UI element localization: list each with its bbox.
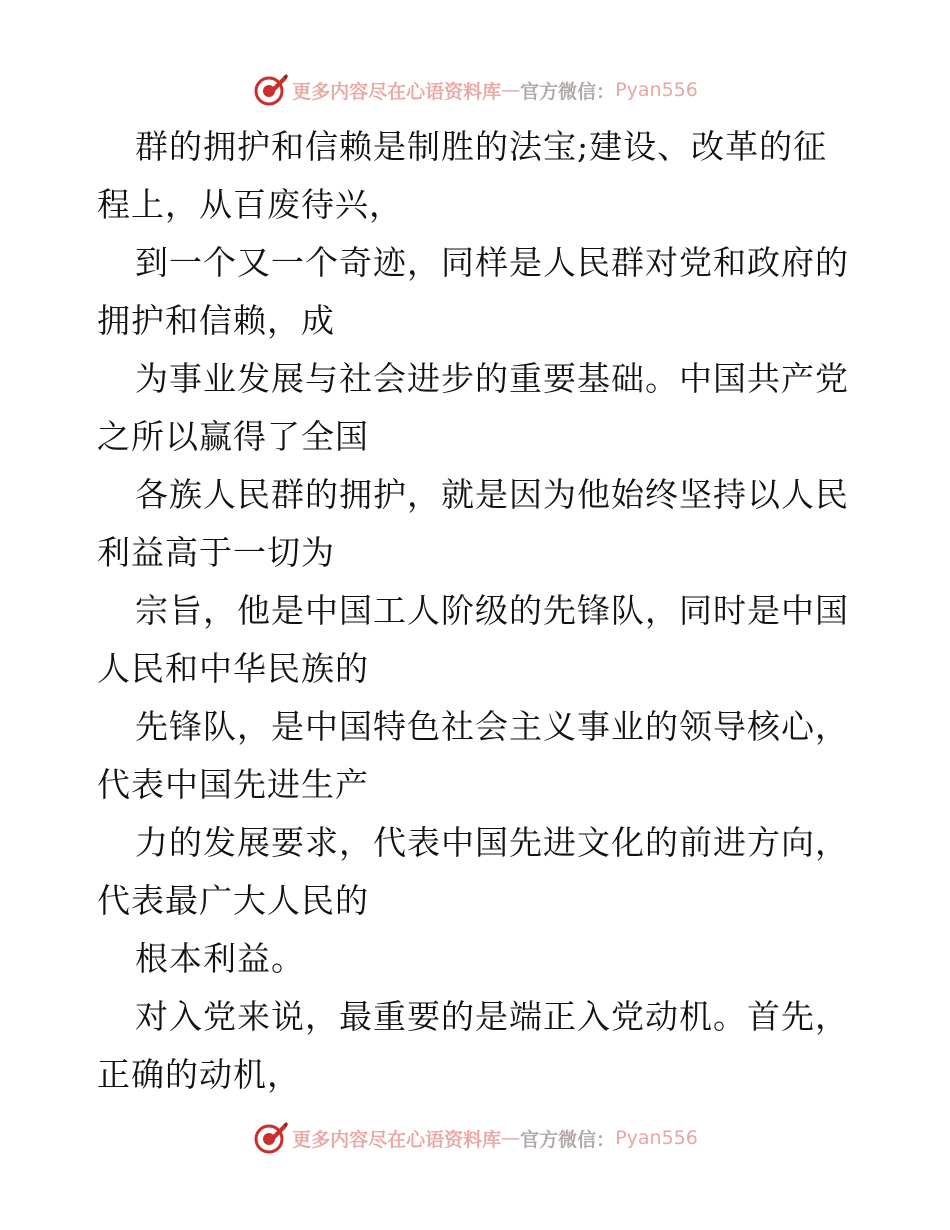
text-line: 正确的动机，	[97, 1055, 301, 1094]
watermark-wechat-id: Pyan556	[615, 1127, 698, 1149]
header-watermark	[0, 70, 950, 110]
text-line: 根本利益。	[135, 939, 305, 978]
document-body	[97, 118, 857, 1104]
text-line: 代表最广大人民的	[97, 881, 369, 920]
pen-logo-icon	[252, 72, 288, 108]
text-line: 为事业发展与社会进步的重要基础。中国共产党	[135, 359, 849, 398]
text-line: 群的拥护和信赖是制胜的法宝;建设、改革的征	[135, 127, 828, 166]
text-line: 程上，从百废待兴，	[97, 185, 403, 224]
watermark-main-text: 更多内容尽在心语资料库	[292, 80, 502, 103]
text-line: 之所以赢得了全国	[97, 417, 369, 456]
watermark-main-text: 更多内容尽在心语资料库	[292, 1128, 502, 1151]
text-line: 先锋队，是中国特色社会主义事业的领导核心，	[135, 707, 849, 746]
footer-watermark	[0, 1118, 950, 1158]
text-line: 人民和中华民族的	[97, 649, 369, 688]
text-line: 各族人民群的拥护，就是因为他始终坚持以人民	[135, 475, 849, 514]
watermark-sub-text: 官方微信：	[520, 1128, 616, 1151]
watermark-sub-text: 官方微信：	[520, 80, 616, 103]
text-line: 宗旨，他是中国工人阶级的先锋队，同时是中国	[135, 591, 849, 630]
text-line: 代表中国先进生产	[97, 765, 369, 804]
text-line: 力的发展要求，代表中国先进文化的前进方向，	[135, 823, 849, 862]
watermark-wechat-id: Pyan556	[615, 79, 698, 101]
watermark-dash: —	[501, 1127, 521, 1149]
text-line: 拥护和信赖，成	[97, 301, 335, 340]
text-line: 到一个又一个奇迹，同样是人民群对党和政府的	[135, 243, 849, 282]
text-line: 对入党来说，最重要的是端正入党动机。首先，	[135, 997, 849, 1036]
text-line: 利益高于一切为	[97, 533, 335, 572]
pen-logo-icon	[252, 1120, 288, 1156]
watermark-dash: —	[501, 79, 521, 101]
